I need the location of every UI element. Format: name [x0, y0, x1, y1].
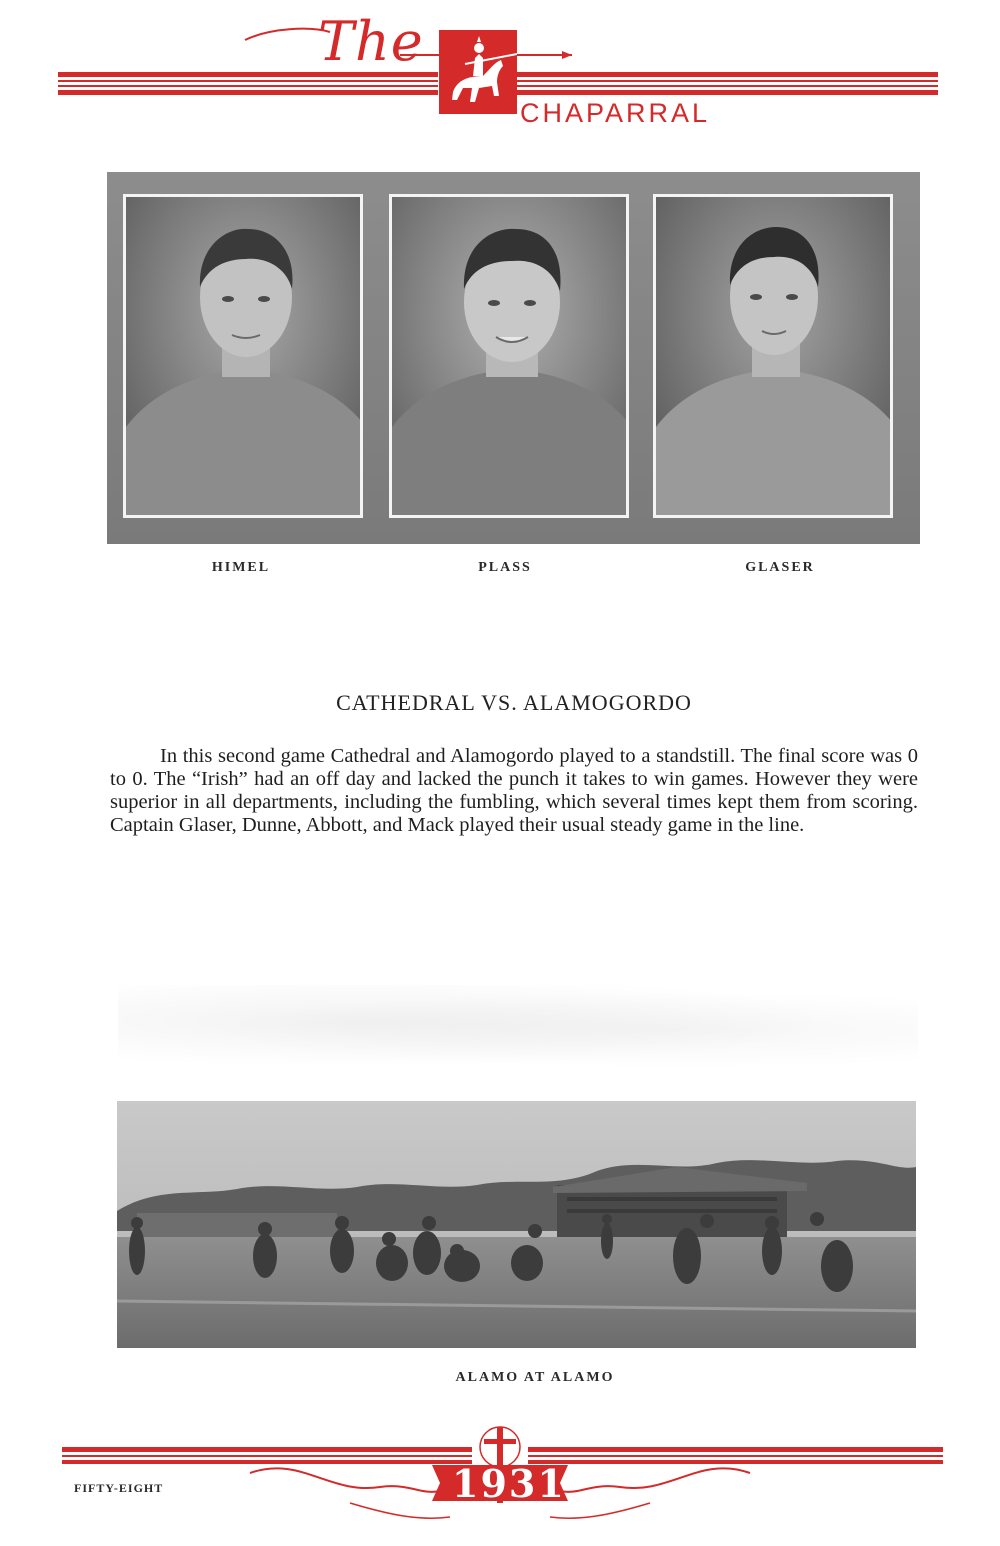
portrait-photo: [123, 194, 363, 518]
masthead-name: CHAPARRAL: [520, 98, 711, 128]
portrait-photo: [653, 194, 893, 518]
portrait-caption: GLASER: [745, 560, 815, 575]
game-photo-caption: ALAMO AT ALAMO: [455, 1370, 615, 1385]
footer: [0, 1425, 1000, 1546]
portrait-photo: [389, 194, 629, 518]
article-heading: CATHEDRAL VS. ALAMOGORDO: [336, 690, 692, 715]
portrait-caption: PLASS: [478, 560, 532, 575]
knight-on-horse-icon: [439, 30, 517, 114]
masthead-script-title: The: [318, 10, 424, 73]
print-smudge: [118, 985, 918, 1075]
page-number: FIFTY-EIGHT: [74, 1481, 164, 1495]
masthead: [0, 0, 1000, 140]
article-body: In this second game Cathedral and Alamogordo played to a standstill. The final score was 0 to 0. The “Irish” had an off day and lacked the punch it takes to win games. However they were superior in all departments, including the fumbling, which several times kept them from scoring. Captain Glaser, Dunne, Abbott, and Mack played their usual steady game in the line.: [110, 745, 918, 836]
year-banner-text: 1931: [452, 1461, 566, 1506]
portrait-panel: [107, 172, 920, 544]
game-photo: [117, 1101, 916, 1348]
portrait-caption: HIMEL: [211, 560, 271, 575]
